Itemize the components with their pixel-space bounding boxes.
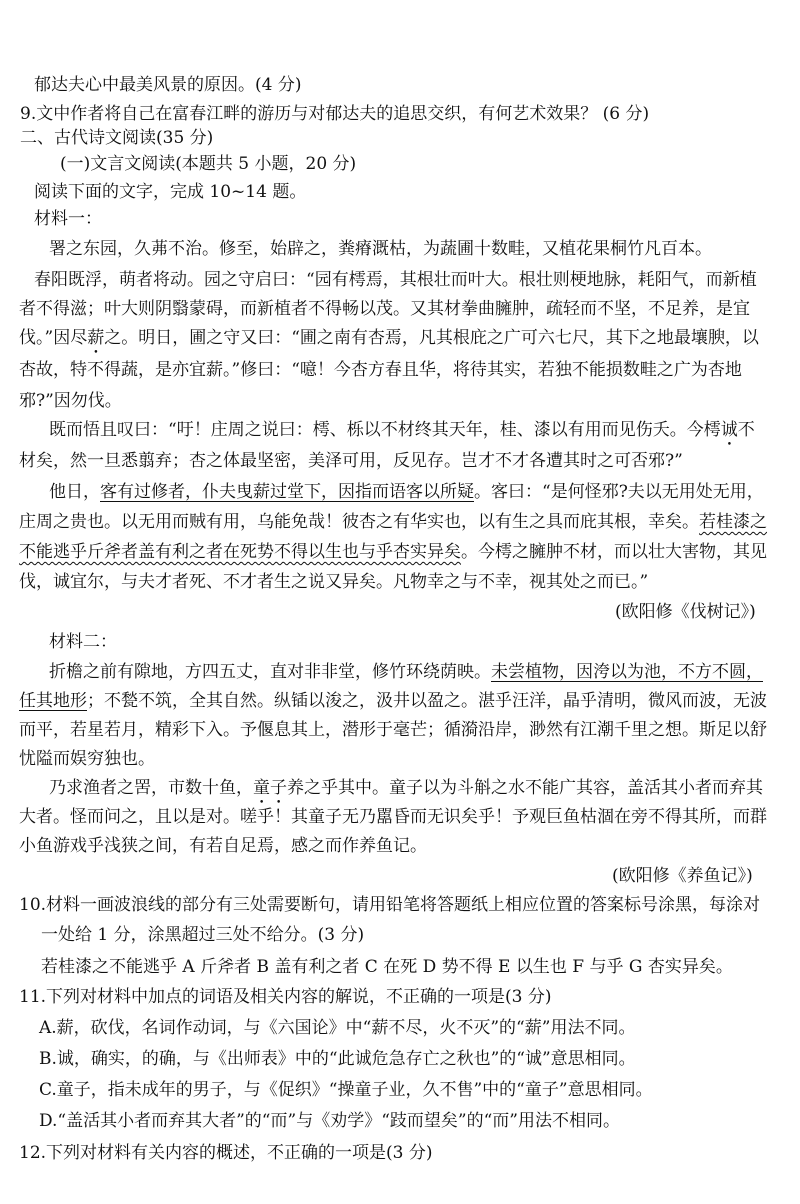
material-1-paragraph-2-line: 伐。”因尽薪之。明日，圃之守又曰：“圃之南有杏焉，凡其根庇之广可六七尺，其下之地最壤腴，以 xyxy=(19,328,759,348)
material-1-paragraph-4-line: 伐，诚宜尔，与夫才者死、不才者生之说又异矣。凡物幸之与不幸，视其处之而已。” xyxy=(19,572,649,592)
option-a: A.薪，砍伐，名词作动词，与《六国论》中“薪不尽，火不灭”的“薪”用法不同。 xyxy=(39,1018,636,1038)
material-1-paragraph-3-line: 既而悟且叹曰：“吁！庄周之说曰：樗、栎以不材终其天年，桂、漆以有用而见伤夭。今樗诚不 xyxy=(49,420,755,440)
material-2-paragraph-1-line: 折檐之前有隙地，方四五丈，直对非非堂，修竹环绕荫映。未尝植物，因洿以为池，不方不圆， xyxy=(49,662,763,682)
material-2-source: (欧阳修《养鱼记》) xyxy=(612,866,753,886)
material-1-paragraph-2-line: 邪?”因勿伐。 xyxy=(19,391,122,411)
material-2-paragraph-1-line: 忧隘而娱穷独也。 xyxy=(19,749,155,769)
material-2-paragraph-1-line: 而平，若星若月，精彩下入。予偃息其上，潜形于毫芒；循漪沿岸，渺然有江潮千里之想。斯足以舒 xyxy=(19,720,767,740)
question-9: 9.文中作者将自己在富春江畔的游历与对郁达夫的追思交织，有何艺术效果？ (6 分) xyxy=(20,104,650,124)
carryover-line: 郁达夫心中最美风景的原因。(4 分) xyxy=(34,75,302,95)
material-2-paragraph-2-line: 乃求渔者之罟，市数十鱼，童子养之乎其中。童子以为斗斛之水不能广其容，盖活其小者而弃其 xyxy=(49,778,763,798)
wavy-underlined-text: 若桂漆之 xyxy=(699,512,767,532)
question-11: 11.下列对材料中加点的词语及相关内容的解说，不正确的一项是(3 分) xyxy=(19,987,552,1007)
material-1-paragraph-2-line: 杏故，特不得蔬，是亦宜薪。”修曰：“噫！今杏方春且华，将待其实，若独不能损数畦之广为杏地 xyxy=(19,360,742,380)
reading-instruction: 阅读下面的文字，完成 10~14 题。 xyxy=(34,182,307,202)
material-2-paragraph-2-line: 大者。怪而问之，且以是对。嗟乎！其童子无乃嚚昏而无识矣乎！予观巨鱼枯涸在旁不得其所，而群 xyxy=(19,807,767,827)
question-10-sentence: 若桂漆之不能逃乎 A 斤斧者 B 盖有利之者 C 在死 D 势不得 E 以生也 F 与乎 G 杏实异矣。 xyxy=(41,957,733,977)
material-1-paragraph-2-line: 春阳既浮，萌者将动。园之守启曰：“园有樗焉，其根壮而叶大。根壮则梗地脉，耗阳气，而新植 xyxy=(34,270,757,290)
material-1-source: (欧阳修《伐树记》) xyxy=(615,602,756,622)
material-1-paragraph-4-line: 庄周之贵也。以无用而贼有用，乌能免哉！彼杏之有华实也，以有生之具而庇其根，幸矣。若桂漆之 xyxy=(19,512,767,532)
material-1-paragraph-2-line: 者不得滋；叶大则阴翳蒙碍，而新植者不得畅以茂。又其材拳曲臃肿，疏轻而不坚，不足养，是宜 xyxy=(19,299,750,319)
material-2-paragraph-2-line: 小鱼游戏乎浅狭之间，有若自足焉，感之而作养鱼记。 xyxy=(19,836,427,856)
option-d: D.“盖活其小者而弃其大者”的“而”与《劝学》“跂而望矣”的“而”用法不相同。 xyxy=(39,1111,620,1131)
section-heading: 二、古代诗文阅读(35 分) xyxy=(20,128,214,148)
dotted-word-tongzi: 童子 xyxy=(253,778,287,798)
material-1-paragraph-1: 署之东园，久茀不治。修至，始辟之，粪瘠溉枯，为蔬圃十数畦，又植花果桐竹凡百本。 xyxy=(49,239,712,259)
material-2-paragraph-1-line: 任其地形；不甃不筑，全其自然。纵锸以浚之，汲井以盈之。湛乎汪洋，晶乎清明，微风而波，无波 xyxy=(19,691,767,711)
question-10: 10.材料一画波浪线的部分有三处需要断句，请用铅笔将答题纸上相应位置的答案标号涂黑，每涂对 xyxy=(19,895,761,915)
option-c: C.童子，指未成年的男子，与《促织》“操童子业，久不售”中的“童子”意思相同。 xyxy=(39,1080,653,1100)
material-1-paragraph-3-line: 材矣，然一旦悉翦弃；杏之体最坚密，美泽可用，反见存。岂才不才各遭其时之可否邪?” xyxy=(19,451,683,471)
subsection-heading: (一)文言文阅读(本题共 5 小题，20 分) xyxy=(60,154,357,174)
material-2-label: 材料二： xyxy=(49,632,117,652)
underlined-sentence: 客有过修者，仆夫曳薪过堂下，因指而语客以所疑 xyxy=(100,482,474,502)
question-12: 12.下列对材料有关内容的概述，不正确的一项是(3 分) xyxy=(19,1143,433,1163)
dotted-word-xin: 薪 xyxy=(87,328,105,348)
material-1-label: 材料一： xyxy=(34,209,102,229)
underlined-sentence: 未尝植物，因洿以为池，不方不圆， xyxy=(491,662,763,682)
material-1-paragraph-4-line: 不能逃乎斤斧者盖有利之者在死势不得以生也与乎杏实异矣。今樗之臃肿不材，而以壮大害物，其见 xyxy=(19,542,767,562)
dotted-word-cheng: 诚 xyxy=(720,420,738,440)
option-b: B.诚，确实，的确，与《出师表》中的“此诚危急存亡之秋也”的“诚”意思相同。 xyxy=(39,1049,636,1069)
material-1-paragraph-4-line: 他日，客有过修者，仆夫曳薪过堂下，因指而语客以所疑。客曰：“是何怪邪?夫以无用处无用， xyxy=(49,482,764,502)
question-10-line: 一处给 1 分，涂黑超过三处不给分。(3 分) xyxy=(41,925,365,945)
underlined-sentence: 任其地形 xyxy=(19,691,87,711)
wavy-underlined-text: 不能逃乎斤斧者盖有利之者在死势不得以生也与乎杏实异矣 xyxy=(19,542,461,562)
